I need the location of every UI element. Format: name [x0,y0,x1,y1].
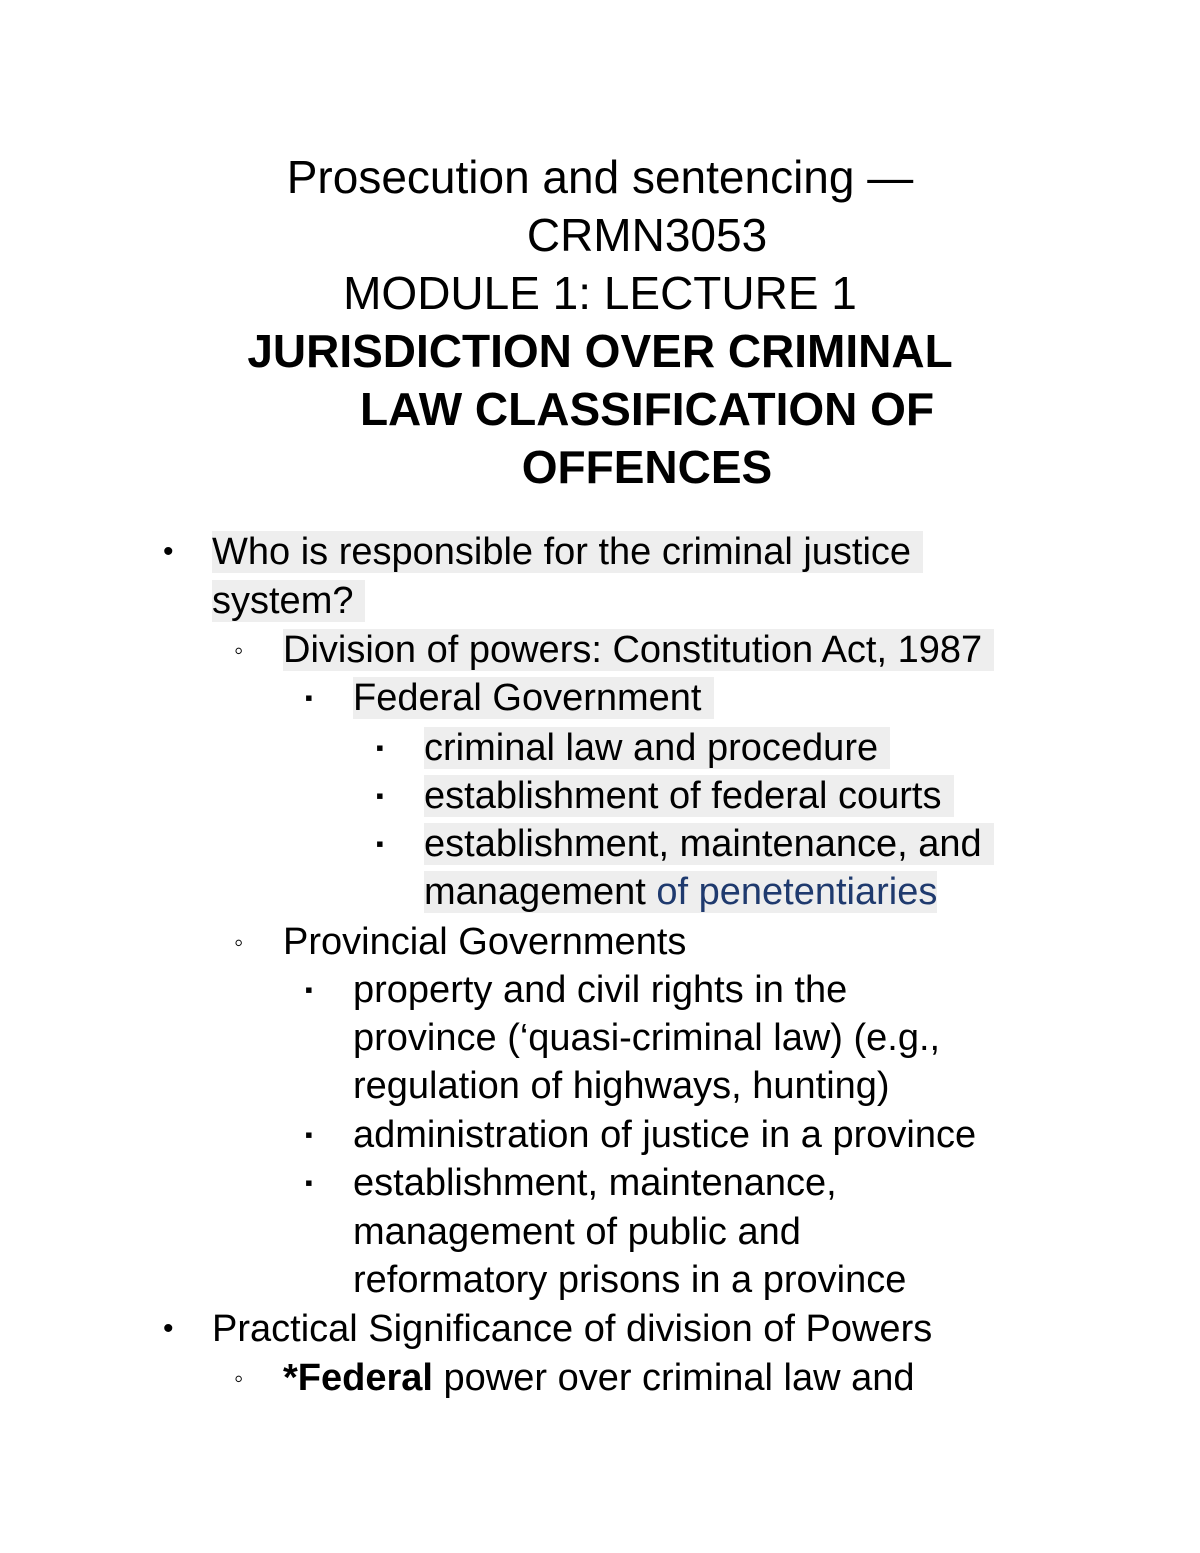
circle-bullet: ◦ [234,1363,244,1393]
course-title: Prosecution and sentencing — [286,151,914,203]
circle-bullet: ◦ [234,635,244,665]
practical-line: Practical Significance of division of Powers [212,1308,933,1350]
federal-item-2-text: establishment of federal courts [424,775,954,817]
provincial-item-3-line-3: reformatory prisons in a province [353,1259,907,1301]
federal-item-3-line-1 [424,820,994,868]
square-bullet: ▪ [305,1122,313,1147]
federal-power-line [283,1354,915,1402]
square-bullet: ▪ [376,783,384,808]
federal-power-rest: power over criminal law and [432,1357,915,1399]
federal-item-3-text-2 [424,871,937,913]
federal-line [353,674,714,722]
division-line [283,626,994,674]
heading-line-2: LAW CLASSIFICATION OF [359,383,935,435]
management-text: management [424,871,657,913]
provincial-item-1-line-3: regulation of highways, hunting) [353,1065,890,1107]
provincial-item-1-line-1: property and civil rights in the [353,969,848,1011]
module-title: MODULE 1: LECTURE 1 [343,267,857,319]
question-line-2 [212,577,365,625]
federal-item-1-text: criminal law and procedure [424,727,890,769]
provincial-item-3-line-1: establishment, maintenance, [353,1162,837,1204]
provincial-item-3-line-2: management of public and [353,1211,801,1253]
question-line-1 [212,528,923,576]
course-code: CRMN3053 [526,209,768,261]
heading-line-3: OFFENCES [521,441,773,493]
square-bullet: ▪ [305,977,313,1002]
disc-bullet: • [163,1312,174,1345]
provincial-item-2: administration of justice in a province [353,1114,977,1156]
title-block [0,148,1200,496]
federal-power-bold: *Federal [283,1357,433,1399]
provincial-item-1-line-2: province (‘quasi-criminal law) (e.g., [353,1017,941,1059]
federal-item-1 [424,724,890,772]
square-bullet: ▪ [376,831,384,856]
question-text-1: Who is responsible for the criminal justice [212,531,923,573]
square-bullet: ▪ [305,1170,313,1195]
federal-text: Federal Government [353,677,714,719]
circle-bullet: ◦ [234,927,244,957]
provincial-line: Provincial Governments [283,921,687,963]
heading-line-1: JURISDICTION OVER CRIMINAL [247,325,953,377]
square-bullet: ▪ [376,735,384,760]
federal-item-3-line-2 [424,868,937,916]
disc-bullet: • [163,535,174,568]
federal-item-3-text-1: establishment, maintenance, and [424,823,994,865]
division-text: Division of powers: Constitution Act, 1987 [283,629,994,671]
penetentiaries-text: of penetentiaries [656,871,938,913]
federal-item-2 [424,772,954,820]
question-text-2: system? [212,580,365,622]
square-bullet: ▪ [305,685,313,710]
